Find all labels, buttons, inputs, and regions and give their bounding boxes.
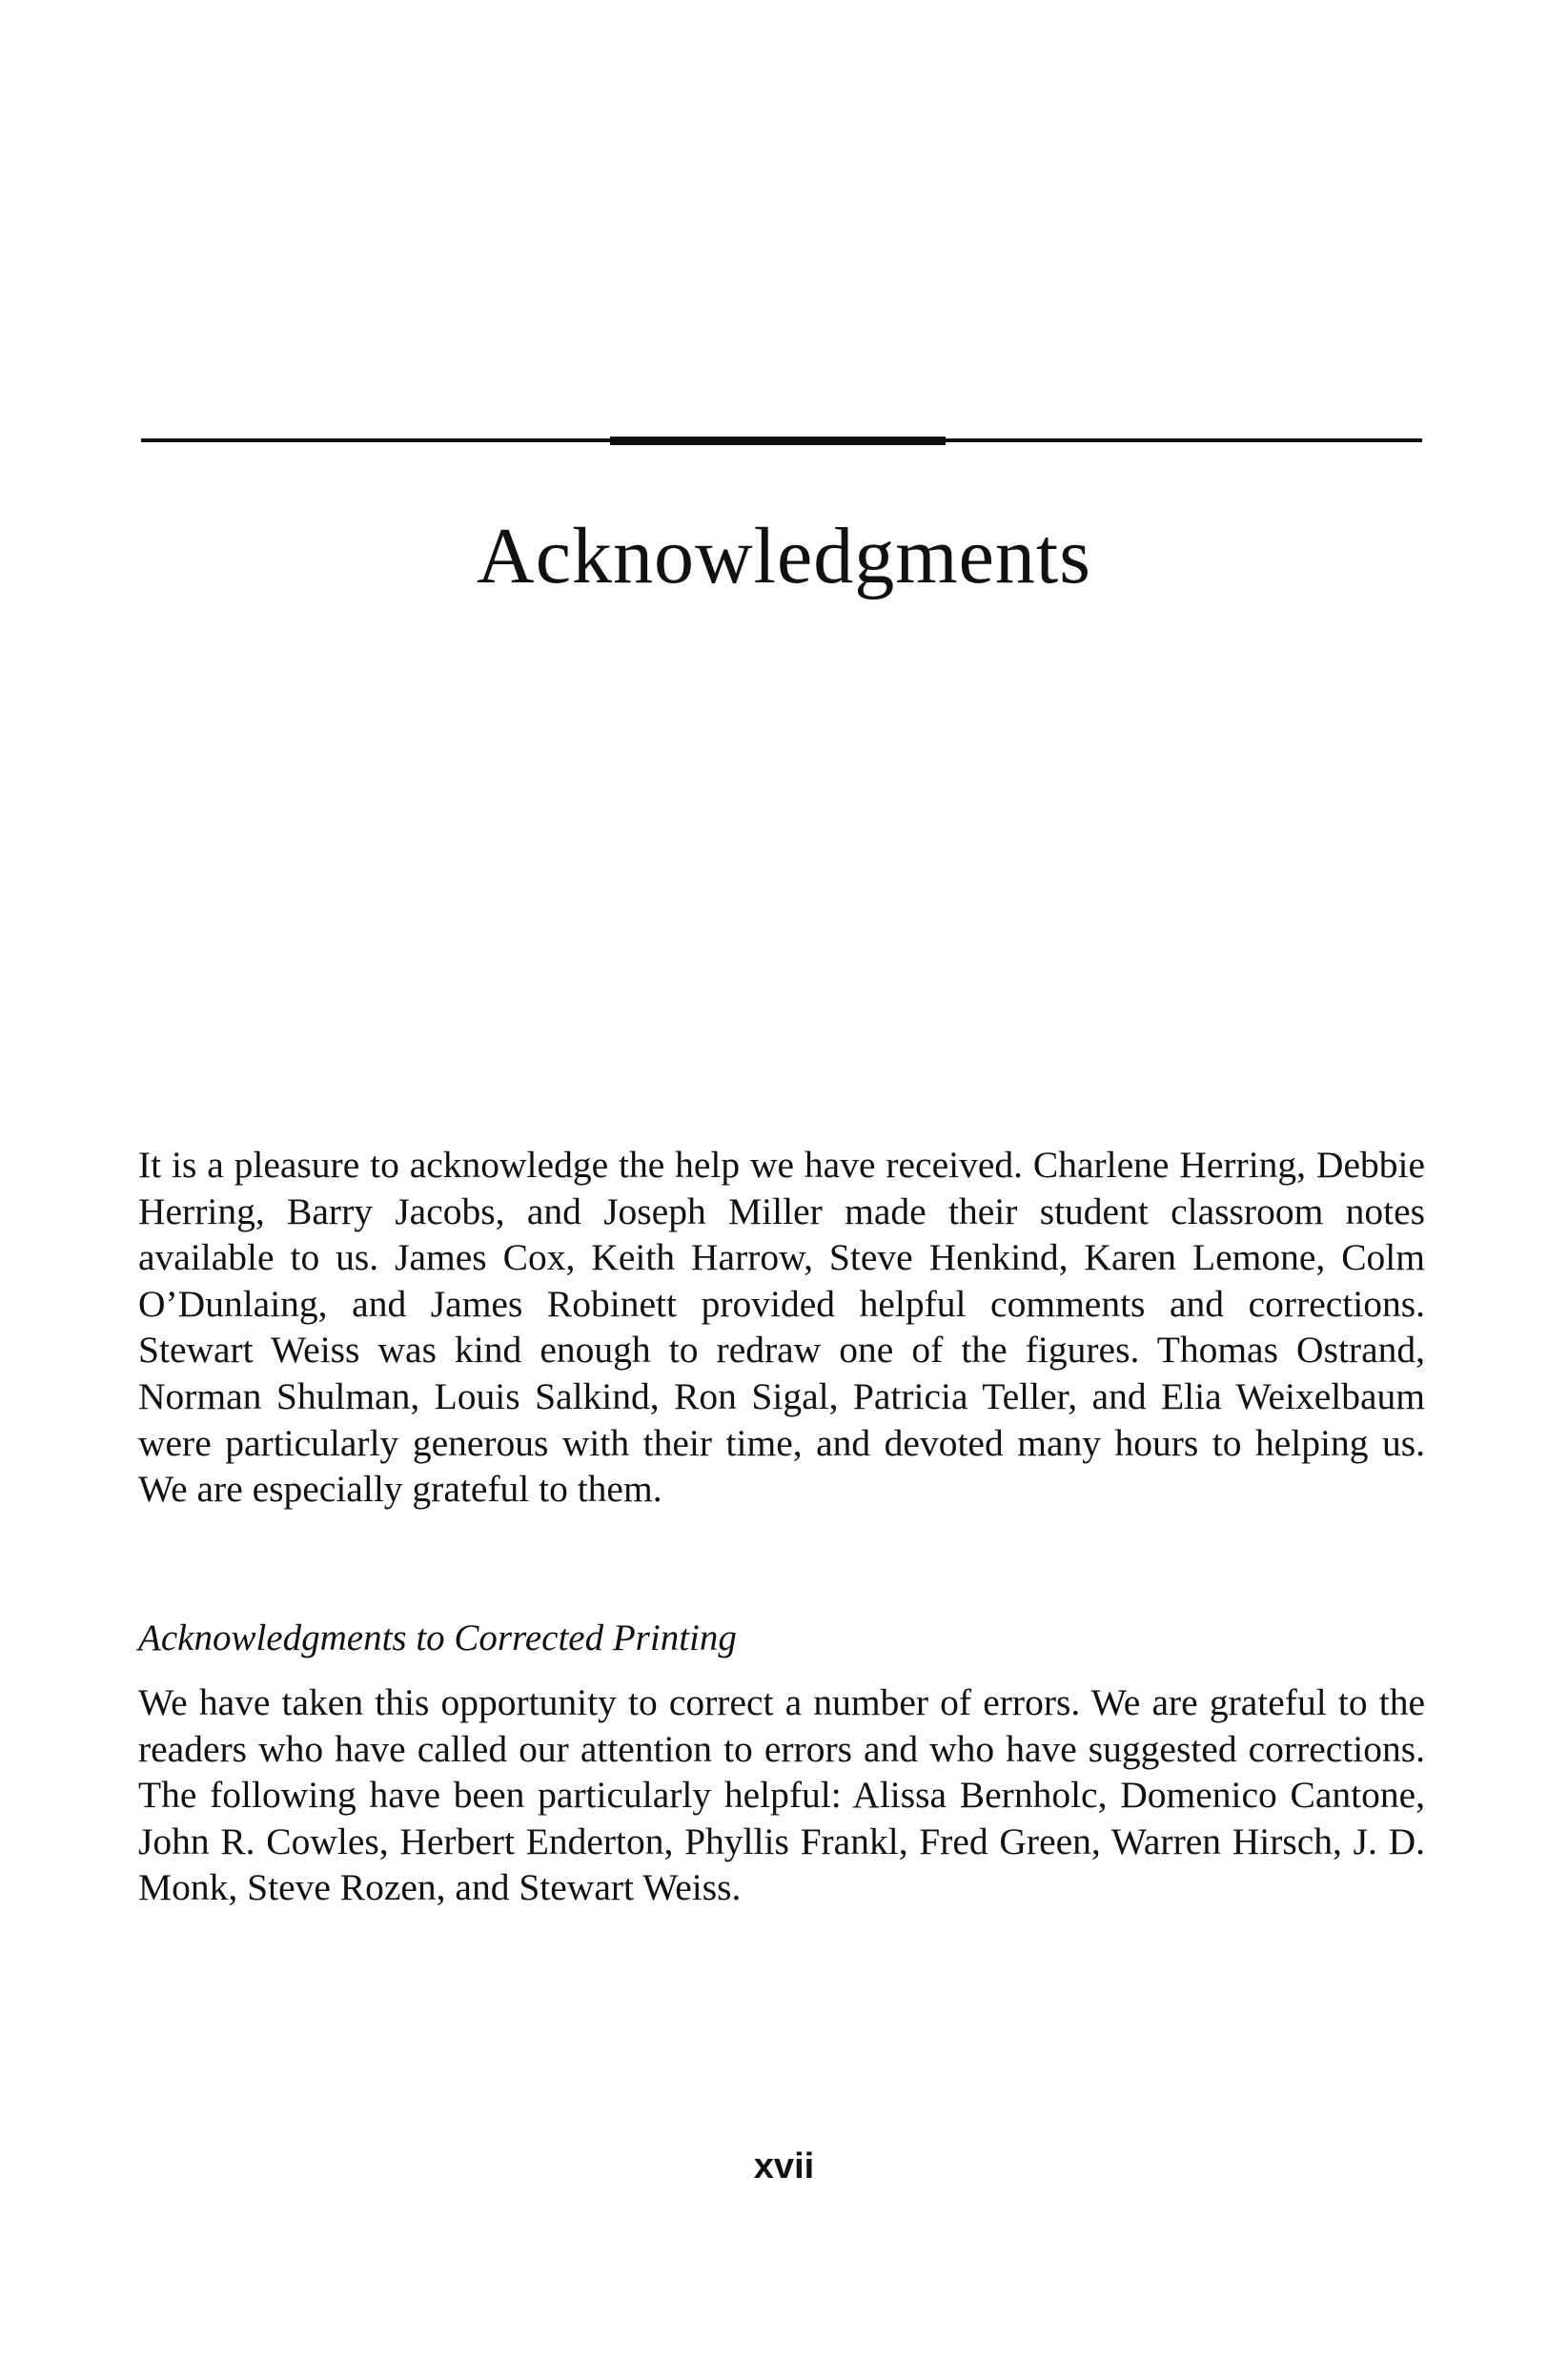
page-title: Acknowledgments (477, 512, 1091, 600)
page-number: xvii (753, 2146, 815, 2186)
corrected-printing-heading: Acknowledgments to Corrected Printing (138, 1617, 737, 1658)
acknowledgments-paragraph: It is a pleasure to acknowledge the help we have received. Charlene Herring, Debbie Herring, Barry Jacobs, and Joseph Miller made their student classroom notes available to us. James Cox, Keith Harrow, Steve Henkind, Karen Lemone, Colm O’Dunlaing, and James Robinett provided helpful comments and corrections. Stewart Weiss was kind enough to redraw one of the figures. Thomas Ostrand, Norman Shulman, Louis Salkind, Ron Sigal, Patricia Teller, and Elia Weixelbaum were particularly generous with their time, and devoted many hours to helping us. We are especially grateful to them. (138, 1144, 1425, 1511)
chapter-rule-accent (610, 437, 946, 445)
corrected-printing-paragraph: We have taken this opportunity to correct a number of errors. We are grateful to the readers who have called our attention to errors and who have suggested corrections. The following have been particularly helpful: Alissa Bernholc, Domenico Cantone, John R. Cowles, Herbert Enderton, Phyllis Frankl, Fred Green, Warren Hirsch, J. D. Monk, Steve Rozen, and Stewart Weiss. (138, 1681, 1425, 1909)
